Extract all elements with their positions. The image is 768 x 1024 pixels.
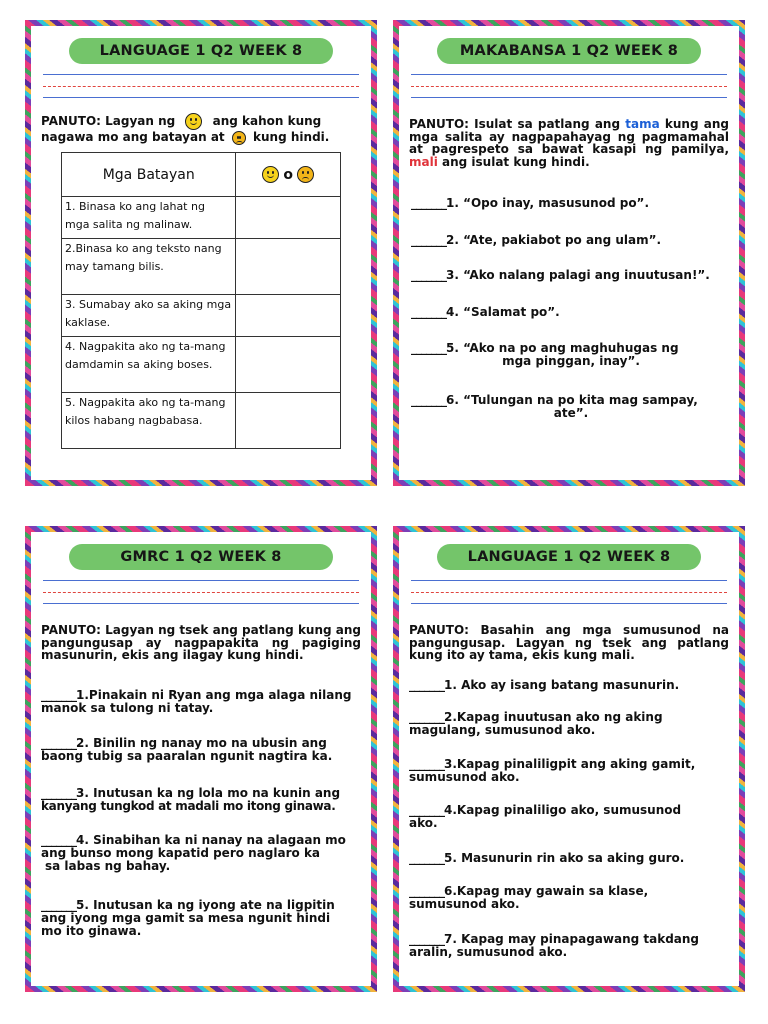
smiley-sad-icon <box>232 131 246 145</box>
list-item: _______ 6. “Tulungan na po kita mag sampay, ate”. <box>411 394 731 420</box>
instruction-text: ang isulat kung hindi. <box>442 154 590 169</box>
answer-cell[interactable] <box>236 239 341 295</box>
answer-blank[interactable] <box>411 268 446 282</box>
card-title: GMRC 1 Q2 WEEK 8 <box>69 544 333 570</box>
divider-line <box>411 74 727 75</box>
criteria-cell: 1. Binasa ko ang lahat ng mga salita ng malinaw. <box>62 197 236 239</box>
divider-line <box>43 97 359 98</box>
criteria-cell: 3. Sumabay ako sa aking mga kaklase. <box>62 295 236 337</box>
answer-blank[interactable] <box>41 898 76 912</box>
divider-line <box>411 603 727 604</box>
instructions: PANUTO: Lagyan ng tsek ang patlang kung ang pangungusap ay nagpapakita ng pagiging masunurin, ekis ang ilagay kung hindi. <box>41 623 362 662</box>
answer-cell[interactable] <box>236 393 341 449</box>
divider-dashed-line <box>43 86 359 87</box>
list-item: _______ 3. “Ako nalang palagi ang inuutusan!”. <box>411 269 710 282</box>
answer-cell[interactable] <box>236 197 341 239</box>
card-title: LANGUAGE 1 Q2 WEEK 8 <box>69 38 333 64</box>
divider-dashed-line <box>43 592 359 593</box>
list-item: _______ 2.Kapag inuutusan ako ng aking magulang, sumusunod ako. <box>409 711 731 737</box>
answer-blank[interactable] <box>409 803 444 817</box>
divider-dashed-line <box>411 592 727 593</box>
answer-blank[interactable] <box>409 757 444 771</box>
divider-line <box>411 97 727 98</box>
answer-blank[interactable] <box>409 710 444 724</box>
list-item: _______ 5. “Ako na po ang maghuhugas ng mga pinggan, inay”. <box>411 342 731 368</box>
smiley-happy-icon <box>185 113 202 130</box>
instruction-text: kung hindi. <box>253 130 330 144</box>
or-label: o <box>283 166 294 183</box>
list-item: _______ 4. Sinabihan ka ni nanay na alagaan mo ang bunso mong kapatid pero naglaro ka sa labas ng bahay. <box>41 834 366 873</box>
card-body <box>31 26 371 480</box>
worksheet-card-gmrc <box>25 526 377 992</box>
instruction-text: ang kahon kung <box>212 114 322 128</box>
answer-blank[interactable] <box>41 736 76 750</box>
table-row <box>62 393 341 449</box>
worksheet-card-language-bottom <box>393 526 745 992</box>
divider-dashed-line <box>411 86 727 87</box>
instruction-text: kung ang mga salita ay nagpapahayag ng pagmamahal at pagrespeto sa bawat kasapi ng pamilya, <box>409 117 729 156</box>
card-title: LANGUAGE 1 Q2 WEEK 8 <box>437 544 701 570</box>
answer-blank[interactable] <box>411 233 446 247</box>
answer-blank[interactable] <box>41 833 76 847</box>
divider-line <box>43 580 359 581</box>
instruction-text: PANUTO: Isulat sa patlang ang <box>409 117 621 131</box>
card-body <box>399 532 739 986</box>
answer-blank[interactable] <box>41 688 76 702</box>
list-item: _______ 4. “Salamat po”. <box>411 306 560 319</box>
list-item: _______ 7. Kapag may pinapagawang takdang aralin, sumusunod ako. <box>409 933 731 959</box>
instructions <box>41 113 361 145</box>
answer-cell[interactable] <box>236 295 341 337</box>
smiley-sad-icon <box>297 166 314 183</box>
list-item: _______ 2. “Ate, pakiabot po ang ulam”. <box>411 234 661 247</box>
criteria-cell: 4. Nagpakita ako ng ta-mang damdamin sa aking boses. <box>62 337 236 393</box>
instructions: PANUTO: Basahin ang mga sumusunod na pangungusap. Lagyan ng tsek ang patlang kung ito ay tama, ekis kung mali. <box>409 623 729 662</box>
list-item: _______ 1. Ako ay isang batang masunurin. <box>409 679 679 692</box>
answer-blank[interactable] <box>411 196 446 210</box>
card-title: MAKABANSA 1 Q2 WEEK 8 <box>437 38 701 64</box>
list-item: _______ 5. Inutusan ka ng iyong ate na ligpitin ang iyong mga gamit sa mesa ngunit hindi mo ito ginawa. <box>41 899 366 938</box>
list-item: _______ 6.Kapag may gawain sa klase, sumusunod ako. <box>409 885 731 911</box>
answer-cell[interactable] <box>236 337 341 393</box>
card-body <box>399 26 739 480</box>
card-body <box>31 532 371 986</box>
list-item: _______ 3. Inutusan ka ng lola mo na kunin ang kanyang tungkod at madali mo itong ginawa. <box>41 787 371 813</box>
instructions <box>409 118 729 168</box>
divider-line <box>43 603 359 604</box>
answer-blank[interactable] <box>411 341 446 355</box>
instruction-keyword-mali: mali <box>409 154 438 169</box>
list-item: _______ 3.Kapag pinaliligpit ang aking gamit, sumusunod ako. <box>409 758 731 784</box>
instruction-text: PANUTO: Lagyan ng <box>41 114 176 128</box>
table-row <box>62 337 341 393</box>
smiley-happy-icon <box>262 166 279 183</box>
list-item: _______ 1.Pinakain ni Ryan ang mga alaga nilang manok sa tulong ni tatay. <box>41 689 366 715</box>
answer-blank[interactable] <box>411 305 446 319</box>
answer-blank[interactable] <box>409 678 444 692</box>
answer-blank[interactable] <box>409 884 444 898</box>
divider-line <box>411 580 727 581</box>
instruction-text: nagawa mo ang batayan at <box>41 130 225 144</box>
instruction-keyword-tama: tama <box>625 117 660 131</box>
list-item: _______ 5. Masunurin rin ako sa aking guro. <box>409 852 684 865</box>
table-header-row <box>62 153 341 197</box>
answer-blank[interactable] <box>409 851 444 865</box>
table-row <box>62 295 341 337</box>
criteria-cell: 5. Nagpakita ako ng ta-mang kilos habang nagbabasa. <box>62 393 236 449</box>
divider-line <box>43 74 359 75</box>
table-header-criteria: Mga Batayan <box>62 153 236 197</box>
list-item: _______ 1. “Opo inay, masusunod po”. <box>411 197 649 210</box>
criteria-cell: 2.Binasa ko ang teksto nang may tamang bilis. <box>62 239 236 295</box>
answer-blank[interactable] <box>409 932 444 946</box>
table-row <box>62 239 341 295</box>
worksheet-card-language-top <box>25 20 377 486</box>
criteria-table <box>61 152 341 449</box>
answer-blank[interactable] <box>411 393 446 407</box>
table-row <box>62 197 341 239</box>
list-item: _______ 2. Binilin ng nanay mo na ubusin ang baong tubig sa paaralan ngunit nagtira ka. <box>41 737 366 763</box>
table-header-marks <box>236 153 341 197</box>
list-item: _______ 4.Kapag pinaliligo ako, sumusunod ako. <box>409 804 731 830</box>
worksheet-card-makabansa <box>393 20 745 486</box>
answer-blank[interactable] <box>41 786 76 800</box>
